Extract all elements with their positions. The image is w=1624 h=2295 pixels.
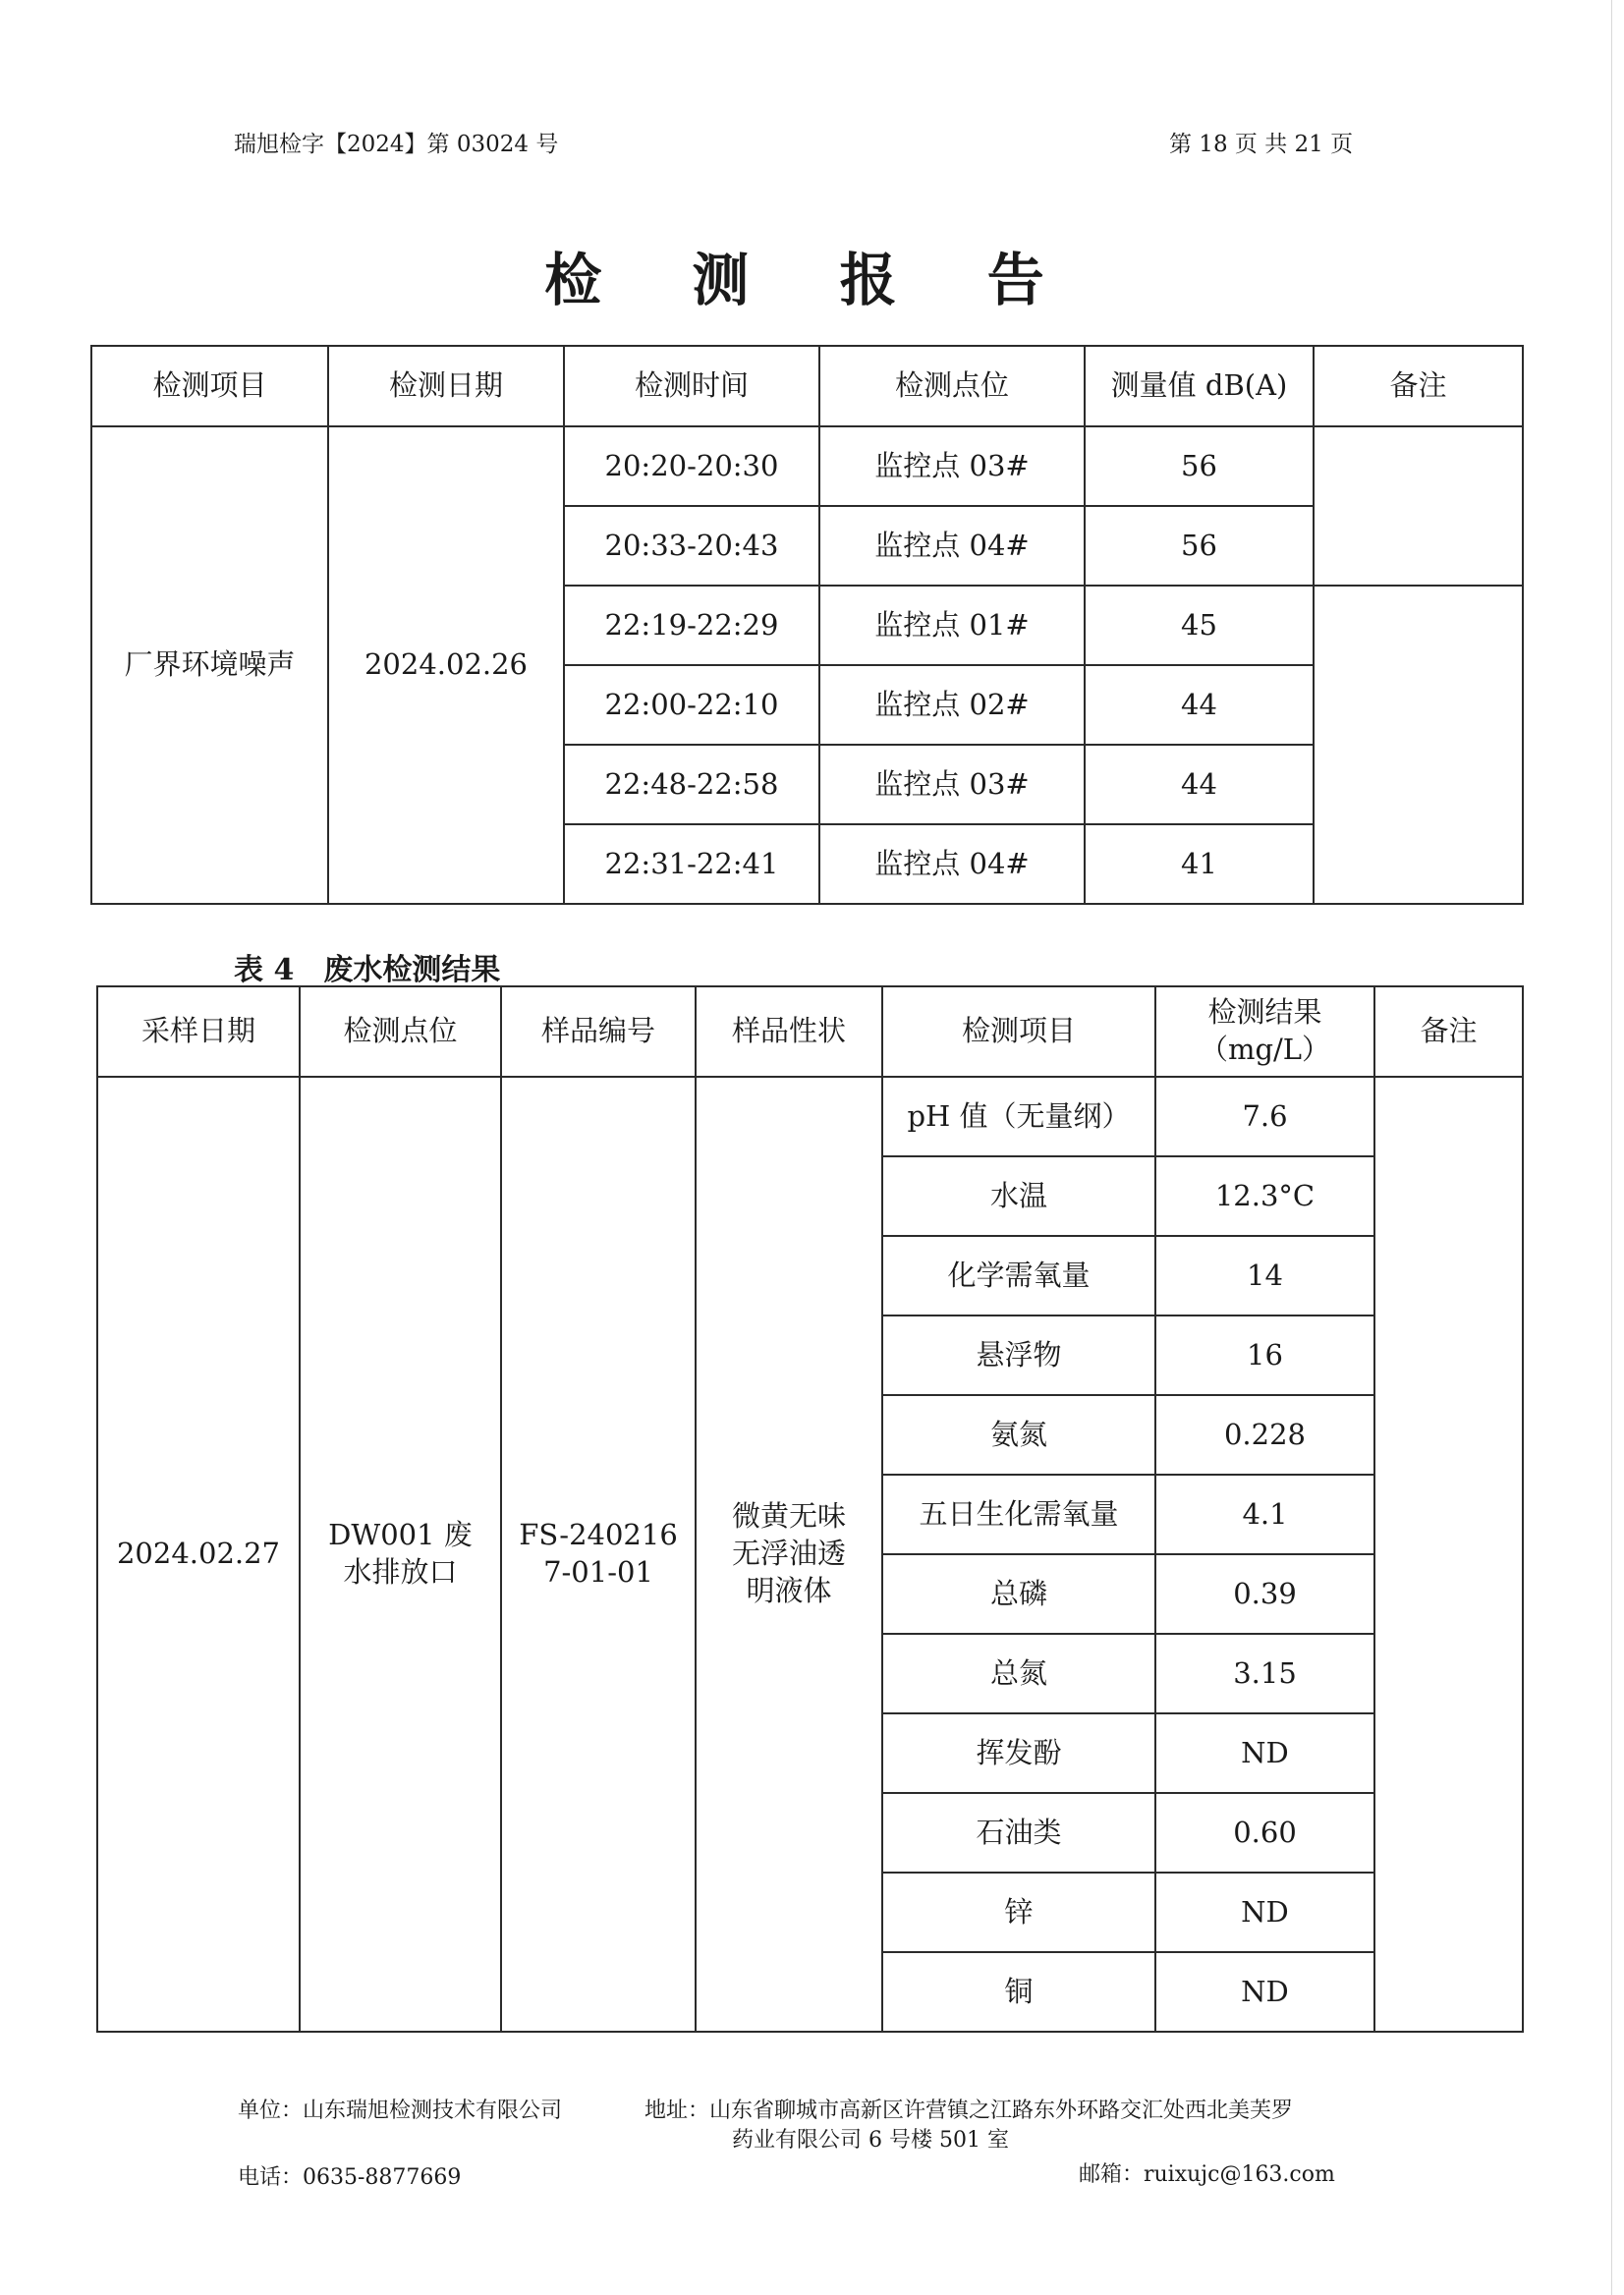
time-cell: 22:00-22:10 xyxy=(564,665,819,745)
header-cell: 检测结果（mg/L） xyxy=(1155,986,1374,1077)
noise-date-cell: 2024.02.26 xyxy=(328,426,564,904)
remark-cell xyxy=(1314,426,1523,586)
test-item-cell: 氨氮 xyxy=(882,1395,1155,1475)
remark-cell xyxy=(1374,1077,1523,2032)
point-cell: 监控点 03# xyxy=(819,426,1085,506)
sample-number-cell: FS-2402167-01-01 xyxy=(501,1077,696,2032)
test-item-cell: 总氮 xyxy=(882,1634,1155,1713)
noise-item-cell: 厂界环境噪声 xyxy=(91,426,328,904)
result-cell: 3.15 xyxy=(1155,1634,1374,1713)
time-cell: 20:20-20:30 xyxy=(564,426,819,506)
page-info: 第 18 页 共 21 页 xyxy=(1169,132,1354,157)
noise-results-table xyxy=(90,345,1524,905)
time-cell: 22:19-22:29 xyxy=(564,586,819,665)
result-cell: 0.60 xyxy=(1155,1793,1374,1873)
result-cell: ND xyxy=(1155,1873,1374,1952)
result-cell: ND xyxy=(1155,1952,1374,2032)
time-cell: 22:31-22:41 xyxy=(564,824,819,904)
table-row xyxy=(97,1077,1523,1156)
value-cell: 41 xyxy=(1085,824,1314,904)
test-item-cell: 挥发酚 xyxy=(882,1713,1155,1793)
test-item-cell: 五日生化需氧量 xyxy=(882,1475,1155,1554)
value-cell: 45 xyxy=(1085,586,1314,665)
remark-cell xyxy=(1314,586,1523,904)
value-cell: 56 xyxy=(1085,426,1314,506)
test-item-cell: 水温 xyxy=(882,1156,1155,1236)
test-item-cell: 总磷 xyxy=(882,1554,1155,1634)
test-item-cell: pH 值（无量纲） xyxy=(882,1077,1155,1156)
table-header-row xyxy=(91,346,1523,426)
sample-point-cell: DW001 废水排放口 xyxy=(300,1077,501,2032)
time-cell: 20:33-20:43 xyxy=(564,506,819,586)
header-cell: 检测项目 xyxy=(91,346,328,426)
result-cell: 16 xyxy=(1155,1315,1374,1395)
wastewater-results-table xyxy=(96,985,1524,2033)
test-item-cell: 化学需氧量 xyxy=(882,1236,1155,1315)
table-row xyxy=(91,426,1523,506)
header-cell: 检测时间 xyxy=(564,346,819,426)
value-cell: 44 xyxy=(1085,745,1314,824)
point-cell: 监控点 04# xyxy=(819,824,1085,904)
point-cell: 监控点 04# xyxy=(819,506,1085,586)
point-cell: 监控点 02# xyxy=(819,665,1085,745)
table-header-row xyxy=(97,986,1523,1077)
header-cell: 采样日期 xyxy=(97,986,300,1077)
header-cell: 检测日期 xyxy=(328,346,564,426)
footer-email: 邮箱：ruixujc@163.com xyxy=(1079,2162,1335,2187)
header-cell: 样品编号 xyxy=(501,986,696,1077)
sample-appearance-cell: 微黄无味无浮油透明液体 xyxy=(696,1077,882,2032)
page-edge-line xyxy=(1611,0,1612,2295)
result-cell: 12.3°C xyxy=(1155,1156,1374,1236)
time-cell: 22:48-22:58 xyxy=(564,745,819,824)
test-item-cell: 石油类 xyxy=(882,1793,1155,1873)
test-item-cell: 锌 xyxy=(882,1873,1155,1952)
result-cell: 4.1 xyxy=(1155,1475,1374,1554)
result-cell: 7.6 xyxy=(1155,1077,1374,1156)
page-title: 检 测 报 告 xyxy=(544,247,1080,313)
result-cell: 14 xyxy=(1155,1236,1374,1315)
header-cell: 备注 xyxy=(1314,346,1523,426)
header-cell: 检测点位 xyxy=(819,346,1085,426)
table-caption: 表 4 废水检测结果 xyxy=(234,953,501,987)
header-cell: 检测点位 xyxy=(300,986,501,1077)
header-cell: 备注 xyxy=(1374,986,1523,1077)
footer-address: 地址：山东省聊城市高新区许营镇之江路东外环路交汇处西北美芙罗 xyxy=(644,2099,1294,2123)
footer-unit: 单位：山东瑞旭检测技术有限公司 xyxy=(238,2099,563,2123)
value-cell: 56 xyxy=(1085,506,1314,586)
footer-address-continued: 药业有限公司 6 号楼 501 室 xyxy=(732,2128,1009,2153)
report-number: 瑞旭检字【2024】第 03024 号 xyxy=(234,132,559,157)
header-cell: 样品性状 xyxy=(696,986,882,1077)
test-item-cell: 铜 xyxy=(882,1952,1155,2032)
footer-telephone: 电话：0635-8877669 xyxy=(238,2165,462,2190)
sample-date-cell: 2024.02.27 xyxy=(97,1077,300,2032)
header-cell: 检测项目 xyxy=(882,986,1155,1077)
result-cell: 0.228 xyxy=(1155,1395,1374,1475)
point-cell: 监控点 01# xyxy=(819,586,1085,665)
header-cell: 测量值 dB(A) xyxy=(1085,346,1314,426)
result-cell: ND xyxy=(1155,1713,1374,1793)
point-cell: 监控点 03# xyxy=(819,745,1085,824)
test-item-cell: 悬浮物 xyxy=(882,1315,1155,1395)
value-cell: 44 xyxy=(1085,665,1314,745)
result-cell: 0.39 xyxy=(1155,1554,1374,1634)
